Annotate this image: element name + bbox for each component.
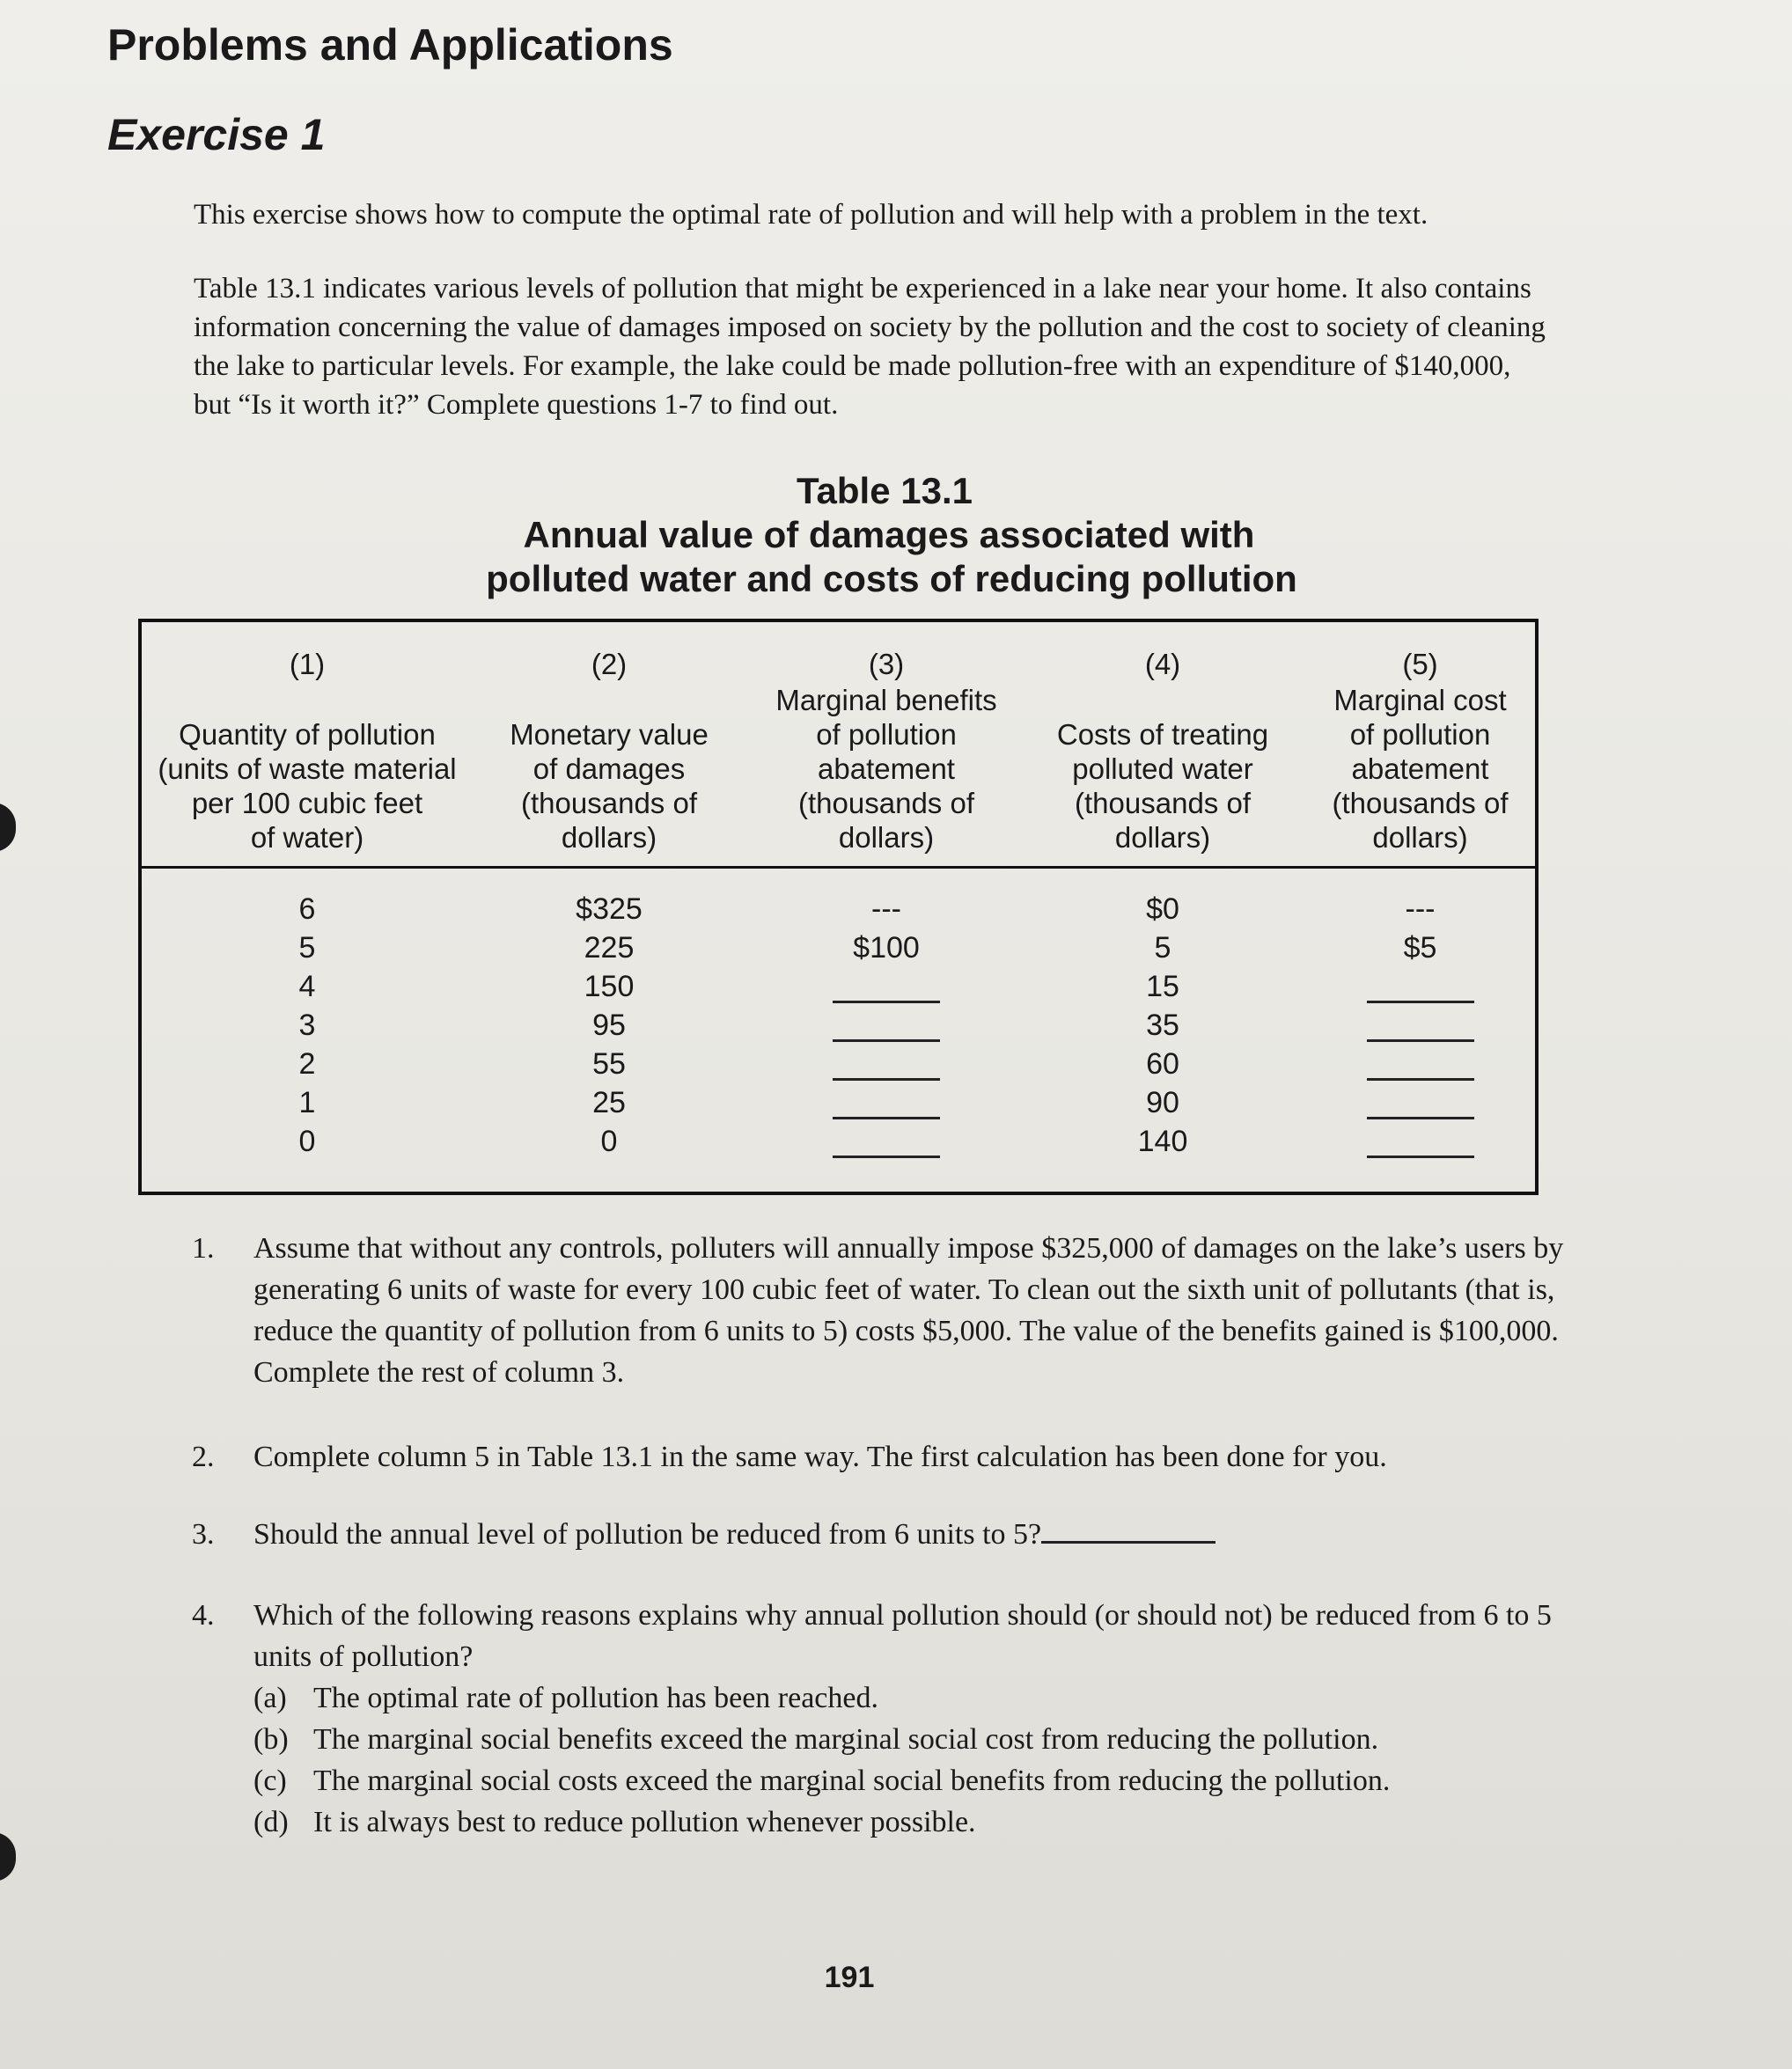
table-cell: 4 [298, 970, 316, 1003]
column-label: Quantity of pollution (units of waste material per 100 cubic feet of water) [158, 718, 457, 854]
table-cell: 60 [1146, 1047, 1179, 1081]
table-cell: 55 [592, 1047, 626, 1081]
column-treatment-costs [1027, 622, 1298, 1192]
table-cell: $325 [576, 892, 643, 926]
column-number: (4) [1144, 648, 1181, 680]
column-number: (1) [289, 648, 326, 680]
intro-paragraph-1: This exercise shows how to compute the optimal rate of pollution and will help with a problem in the text. [194, 199, 1428, 231]
answer-blank[interactable] [1298, 967, 1542, 1006]
table-cell: 35 [1146, 1009, 1179, 1042]
table-cell: 95 [592, 1009, 626, 1042]
answer-blank[interactable] [745, 1122, 1027, 1161]
column-number: (3) [868, 648, 905, 680]
answer-blank[interactable] [745, 1006, 1027, 1045]
question-number: 1. [192, 1232, 215, 1265]
table-cell: 90 [1146, 1086, 1179, 1119]
column-number: (5) [1402, 648, 1438, 680]
question-1 [192, 1228, 1583, 1404]
question-text: Which of the following reasons explains why annual pollution should (or should not) be reduced from 6 to 5 units of pollution? [253, 1599, 1552, 1673]
column-marginal-benefits [745, 622, 1027, 1192]
answer-blank[interactable] [1041, 1515, 1215, 1544]
question-text: Should the annual level of pollution be reduced from 6 units to 5? [253, 1518, 1042, 1551]
table-cell: 0 [600, 1125, 618, 1158]
column-label: Marginal cost of pollution abatement (thousands of dollars) [1332, 684, 1509, 854]
table-cell: 150 [584, 970, 635, 1003]
column-label: Monetary value of damages (thousands of dollars) [510, 718, 709, 854]
option-d[interactable]: (d) It is always best to reduce pollution whenever possible. [253, 1806, 976, 1838]
question-number: 2. [192, 1441, 215, 1473]
exercise-title: Exercise 1 [107, 110, 326, 159]
question-number: 3. [192, 1518, 215, 1551]
column-number: (2) [591, 648, 628, 680]
answer-blank[interactable] [1298, 1045, 1542, 1083]
option-c[interactable]: (c) The marginal social costs exceed the marginal social benefits from reducing the pollution. [253, 1765, 1391, 1797]
table-cell: $0 [1146, 892, 1179, 926]
table-cell: 1 [298, 1086, 316, 1119]
column-marginal-costs [1298, 622, 1542, 1192]
table-caption-number: Table 13.1 [797, 470, 973, 511]
table-cell: 5 [298, 931, 316, 965]
question-number: 4. [192, 1599, 215, 1632]
answer-blank[interactable] [745, 967, 1027, 1006]
table-cell: 6 [298, 892, 316, 926]
page-number: 191 [824, 1961, 875, 1994]
column-quantity [142, 622, 473, 1192]
binder-hole-icon [0, 1832, 16, 1882]
table-cell: 2 [298, 1047, 316, 1081]
question-text: Complete column 5 in Table 13.1 in the same way. The first calculation has been done for you. [253, 1441, 1387, 1473]
table-cell: 15 [1146, 970, 1179, 1003]
table-cell: 5 [1154, 931, 1171, 965]
table-cell: 3 [298, 1009, 316, 1042]
answer-blank[interactable] [1298, 1006, 1542, 1045]
table-cell: 140 [1137, 1125, 1188, 1158]
table-caption-line-1: Annual value of damages associated with [523, 514, 1255, 555]
table-cell: $5 [1403, 931, 1437, 965]
table-cell: --- [1405, 892, 1436, 926]
section-title: Problems and Applications [107, 20, 673, 70]
answer-blank[interactable] [745, 1083, 1027, 1122]
question-text: Assume that without any controls, polluters will annually impose $325,000 of damages on the lake’s users by generating 6 units of waste for every 100 cubic feet of water. To clean out the sixth unit of pollutants (that is, reduce the quantity of pollution from 6 units to 5) costs $5,000. The value of the benefits gained is $100,000. Complete the rest of column 3. [253, 1232, 1564, 1389]
table-caption-line-2: polluted water and costs of reducing pollution [486, 558, 1297, 599]
column-damages [473, 622, 745, 1192]
answer-blank[interactable] [745, 1045, 1027, 1083]
table-cell: $100 [853, 931, 920, 965]
column-label: Marginal benefits of pollution abatement (thousands of dollars) [775, 684, 997, 854]
answer-blank[interactable] [1298, 1122, 1542, 1161]
table-cell: 225 [584, 931, 635, 965]
pollution-table [138, 619, 1539, 1195]
question-4 [192, 1595, 1583, 1850]
binder-hole-icon [0, 803, 16, 852]
table-cell: 0 [298, 1125, 316, 1158]
table-cell: --- [871, 892, 901, 926]
intro-paragraph-2: Table 13.1 indicates various levels of pollution that might be experienced in a lake near your home. It also contains information concerning the value of damages imposed on society by the pollution and the cost to society of cleaning the lake to particular levels. For example, the lake could be made pollution-free with an expenditure of $140,000, but “Is it worth it?” Complete questions 1-7 to find out. [194, 273, 1546, 421]
question-3 [192, 1514, 1583, 1558]
option-b[interactable]: (b) The marginal social benefits exceed the marginal social cost from reducing the pollution. [253, 1723, 1379, 1756]
question-2 [192, 1436, 1583, 1480]
option-a[interactable]: (a) The optimal rate of pollution has been reached. [253, 1682, 878, 1714]
answer-blank[interactable] [1298, 1083, 1542, 1122]
column-label: Costs of treating polluted water (thousands of dollars) [1056, 718, 1269, 854]
table-cell: 25 [592, 1086, 626, 1119]
